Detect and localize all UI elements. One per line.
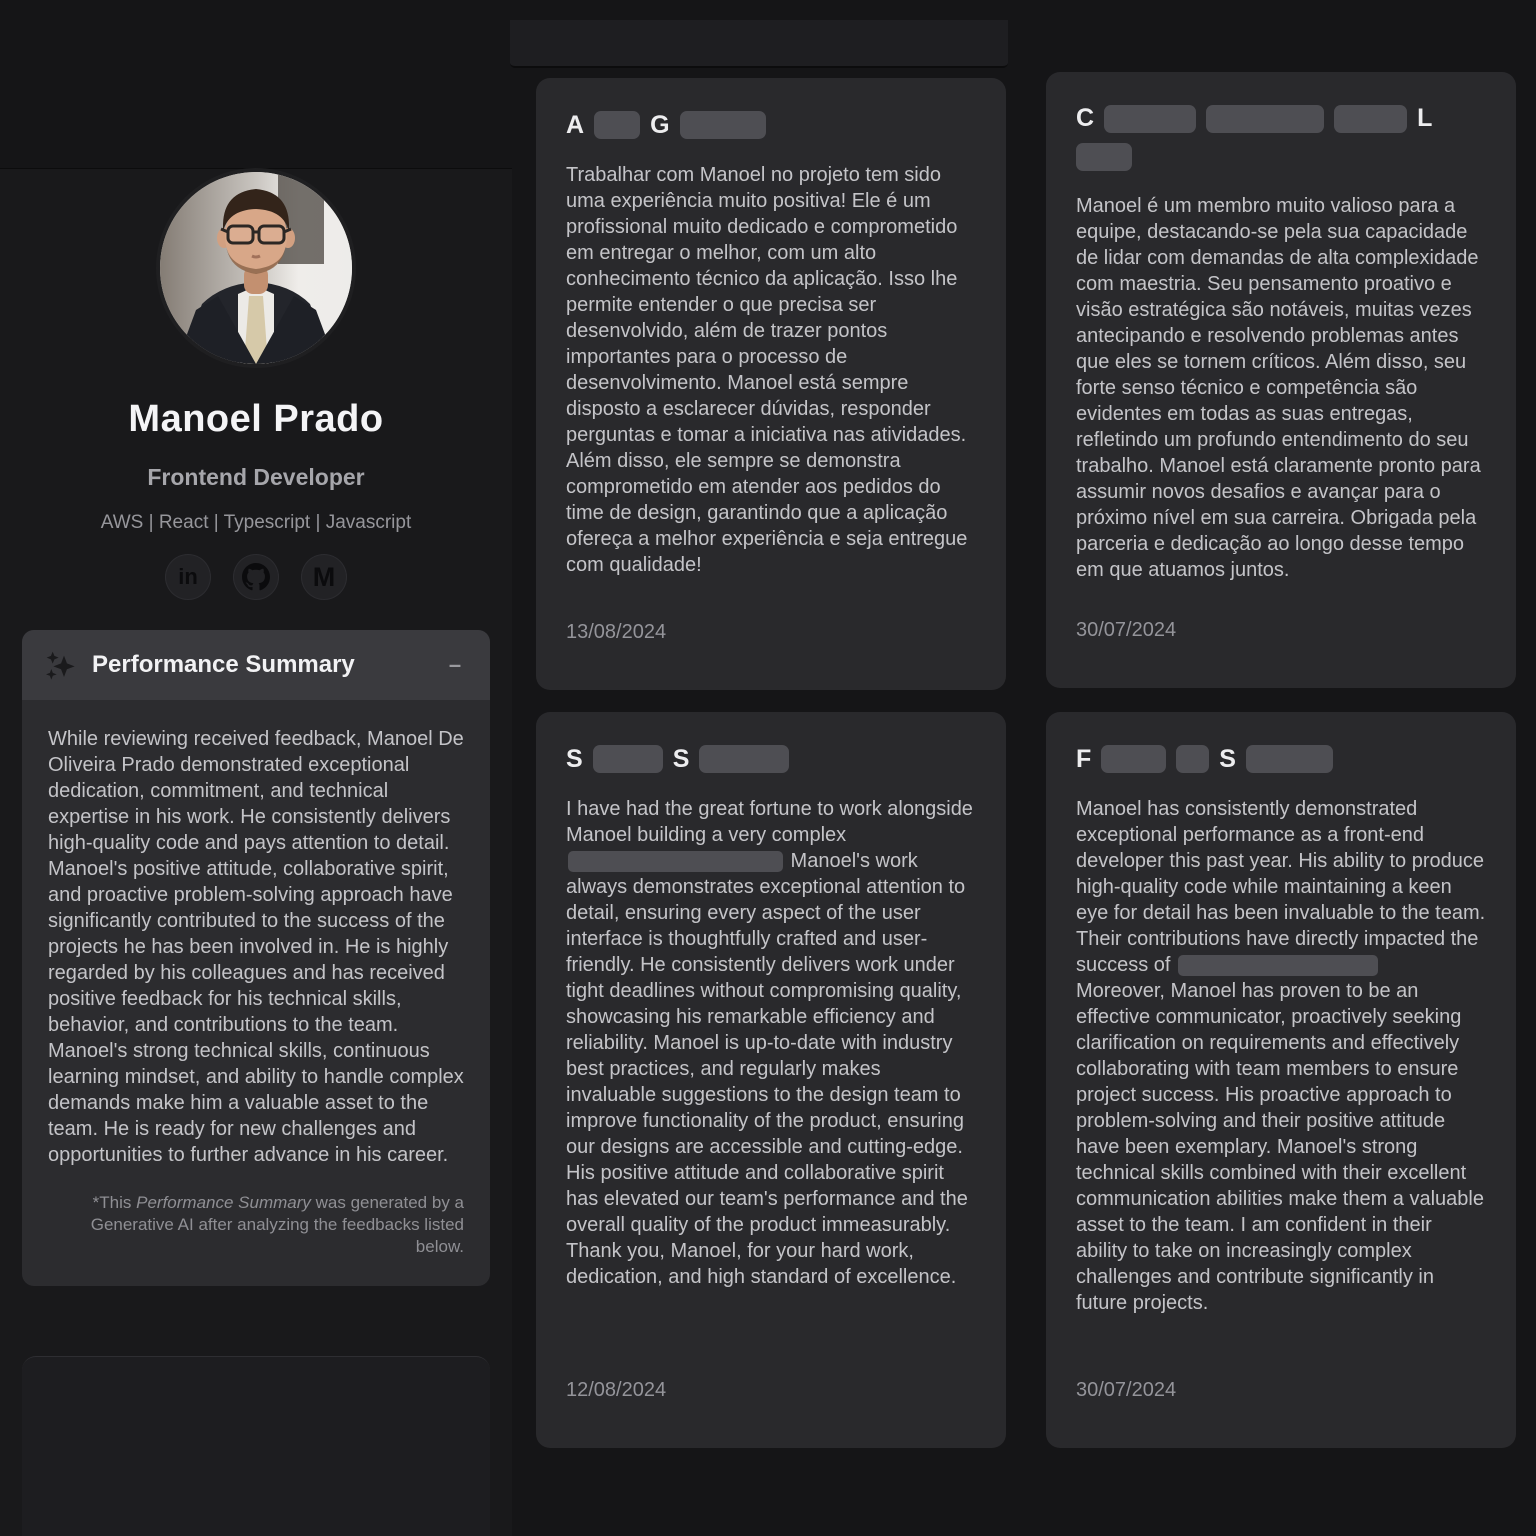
linkedin-icon[interactable] — [165, 554, 211, 600]
feedback-card — [536, 712, 1006, 1448]
linkedin-glyph: in — [178, 564, 198, 589]
feedback-text: Trabalhar com Manoel no projeto tem sido uma experiência muito positiva! Ele é um profissional muito dedicado e comprometido em entregar o melhor, com um alto conhecimento técnico da aplicação. Isso lhe permite entender o que precisa ser desenvolvido, além de trazer pontos importantes para o processo de desenvolvimento. Manoel está sempre disposto a esclarecer dúvidas, responder perguntas e tomar a iniciativa nas atividades. Além disso, ele sempre se demonstra comprometido em atender aos pedidos do time de design, garantindo que a aplicação ofereça a melhor experiência e seja entregue com qualidade! — [566, 164, 968, 576]
feedback-card — [536, 78, 1006, 690]
github-icon[interactable] — [233, 554, 279, 600]
redacted-name — [1076, 143, 1132, 171]
feedback-date: 30/07/2024 — [1076, 619, 1177, 641]
author-initial: G — [650, 110, 670, 139]
feedback-card — [1046, 712, 1516, 1448]
feedback-text: Manoel é um membro muito valioso para a equipe, destacando-se pela sua capacidade de lidar com demandas de alta complexidade com maestria. Seu pensamento proativo e visão estratégica são notáveis, muitas vezes antecipando e resolvendo problemas antes que eles se tornem críticos. Além disso, seu forte senso técnico e competência são evidentes em todas as suas entregas, refletindo um profundo entendimento do seu trabalho. Manoel está claramente pronto para assumir novos desafios e avançar para o próximo nível em sua carreira. Obrigada pela parceria e dedicação ao longo desse tempo em que atuamos juntos. — [1076, 195, 1481, 581]
social-links — [165, 554, 347, 600]
feedback-date: 30/07/2024 — [1076, 1379, 1177, 1401]
redacted-text — [1178, 955, 1378, 976]
author-initial: C — [1076, 104, 1095, 132]
performance-summary-title: Performance Summary — [92, 651, 355, 678]
redacted-name — [1334, 105, 1407, 133]
feedback-text: I have had the great fortune to work alongside Manoel building a very complex Manoel's work always demonstrates exceptional attention to detail, ensuring every aspect of the user interface is thoughtfully crafted and user-friendly. He consistently delivers work under tight deadlines without compromising quality, showcasing his remarkable efficiency and reliability. Manoel is up-to-date with industry best practices, and regularly makes invaluable suggestions to the design team to improve functionality of the product, ensuring our designs are accessible and cutting-edge. His positive attitude and collaborative spirit has elevated our team's performance and the overall quality of the product immeasurably. Thank you, Manoel, for your hard work, dedication, and high standard of excellence. — [566, 798, 973, 1288]
feedback-author — [1076, 104, 1486, 171]
github-glyph — [242, 563, 270, 591]
profile-skills: AWS | React | Typescript | Javascript — [100, 512, 412, 533]
author-initial: S — [566, 744, 583, 773]
performance-summary-footnote — [22, 1176, 490, 1286]
feedback-author — [1076, 744, 1486, 774]
avatar — [160, 172, 352, 364]
feedback-author — [566, 744, 976, 774]
redacted-name — [1104, 105, 1196, 133]
redacted-name — [1176, 745, 1209, 773]
author-initial: A — [566, 110, 585, 139]
collapse-button[interactable]: – — [448, 652, 462, 677]
sparkles-icon — [44, 649, 76, 681]
performance-summary-text: While reviewing received feedback, Manoel De Oliveira Prado demonstrated exceptional dedication, commitment, and technical expertise in his work. He consistently delivers high-quality code and pays attention to detail. Manoel's positive attitude, collaborative spirit, and proactive problem-solving approach have significantly contributed to the success of the projects he has been involved in. He is highly regarded by his colleagues and has received positive feedback for his technical skills, behavior, and contributions to the team. Manoel's strong technical skills, continuous learning mindset, and ability to handle complex demands make him a valuable asset to the team. He is ready for new challenges and opportunities to further advance in his career. — [48, 728, 464, 1166]
redacted-name — [593, 745, 663, 773]
performance-summary-card — [22, 630, 490, 1286]
avatar-illustration — [160, 172, 352, 364]
redacted-name — [1246, 745, 1333, 773]
feedback-author — [566, 110, 976, 140]
profile-role: Frontend Developer — [147, 464, 365, 490]
author-initial: S — [672, 744, 690, 773]
feedback-date: 12/08/2024 — [566, 1379, 667, 1401]
mail-icon[interactable] — [301, 554, 347, 600]
redacted-text — [568, 851, 783, 872]
partial-card-above — [510, 20, 1008, 68]
author-initial: F — [1076, 744, 1092, 773]
mail-glyph: M — [312, 561, 336, 592]
footnote-prefix: *This — [92, 1193, 137, 1212]
footnote-italic: Performance Summary — [136, 1193, 311, 1212]
feedback-date: 13/08/2024 — [566, 621, 667, 643]
feedback-text: Manoel has consistently demonstrated exceptional performance as a front-end developer this past year. His ability to produce high-quality code while maintaining a keen eye for detail has been invaluable to the team. Their contributions have directly impacted the success of Moreover, Manoel has proven to be an effective communicator, proactively seeking clarification on requirements and effectively collaborating with team members to ensure project success. His proactive approach to problem-solving and their positive attitude have been exemplary. Manoel's strong technical skills combined with their excellent communication abilities make them a valuable asset to the team. I am confident in their ability to take on increasingly complex challenges and contribute significantly in future projects. — [1076, 798, 1486, 1314]
partial-card-below — [22, 1356, 490, 1536]
redacted-name — [699, 745, 789, 773]
footnote-suffix: was generated by a Generative AI after analyzing the feedbacks listed below. — [90, 1193, 464, 1256]
redacted-name — [1101, 745, 1166, 773]
redacted-name — [680, 111, 766, 139]
redacted-name — [1206, 105, 1324, 133]
author-initial: S — [1219, 744, 1236, 773]
performance-summary-header — [22, 630, 490, 700]
profile-name: Manoel Prado — [128, 398, 384, 440]
author-initial: L — [1417, 104, 1433, 132]
feedback-card — [1046, 72, 1516, 688]
redacted-name — [594, 111, 640, 139]
